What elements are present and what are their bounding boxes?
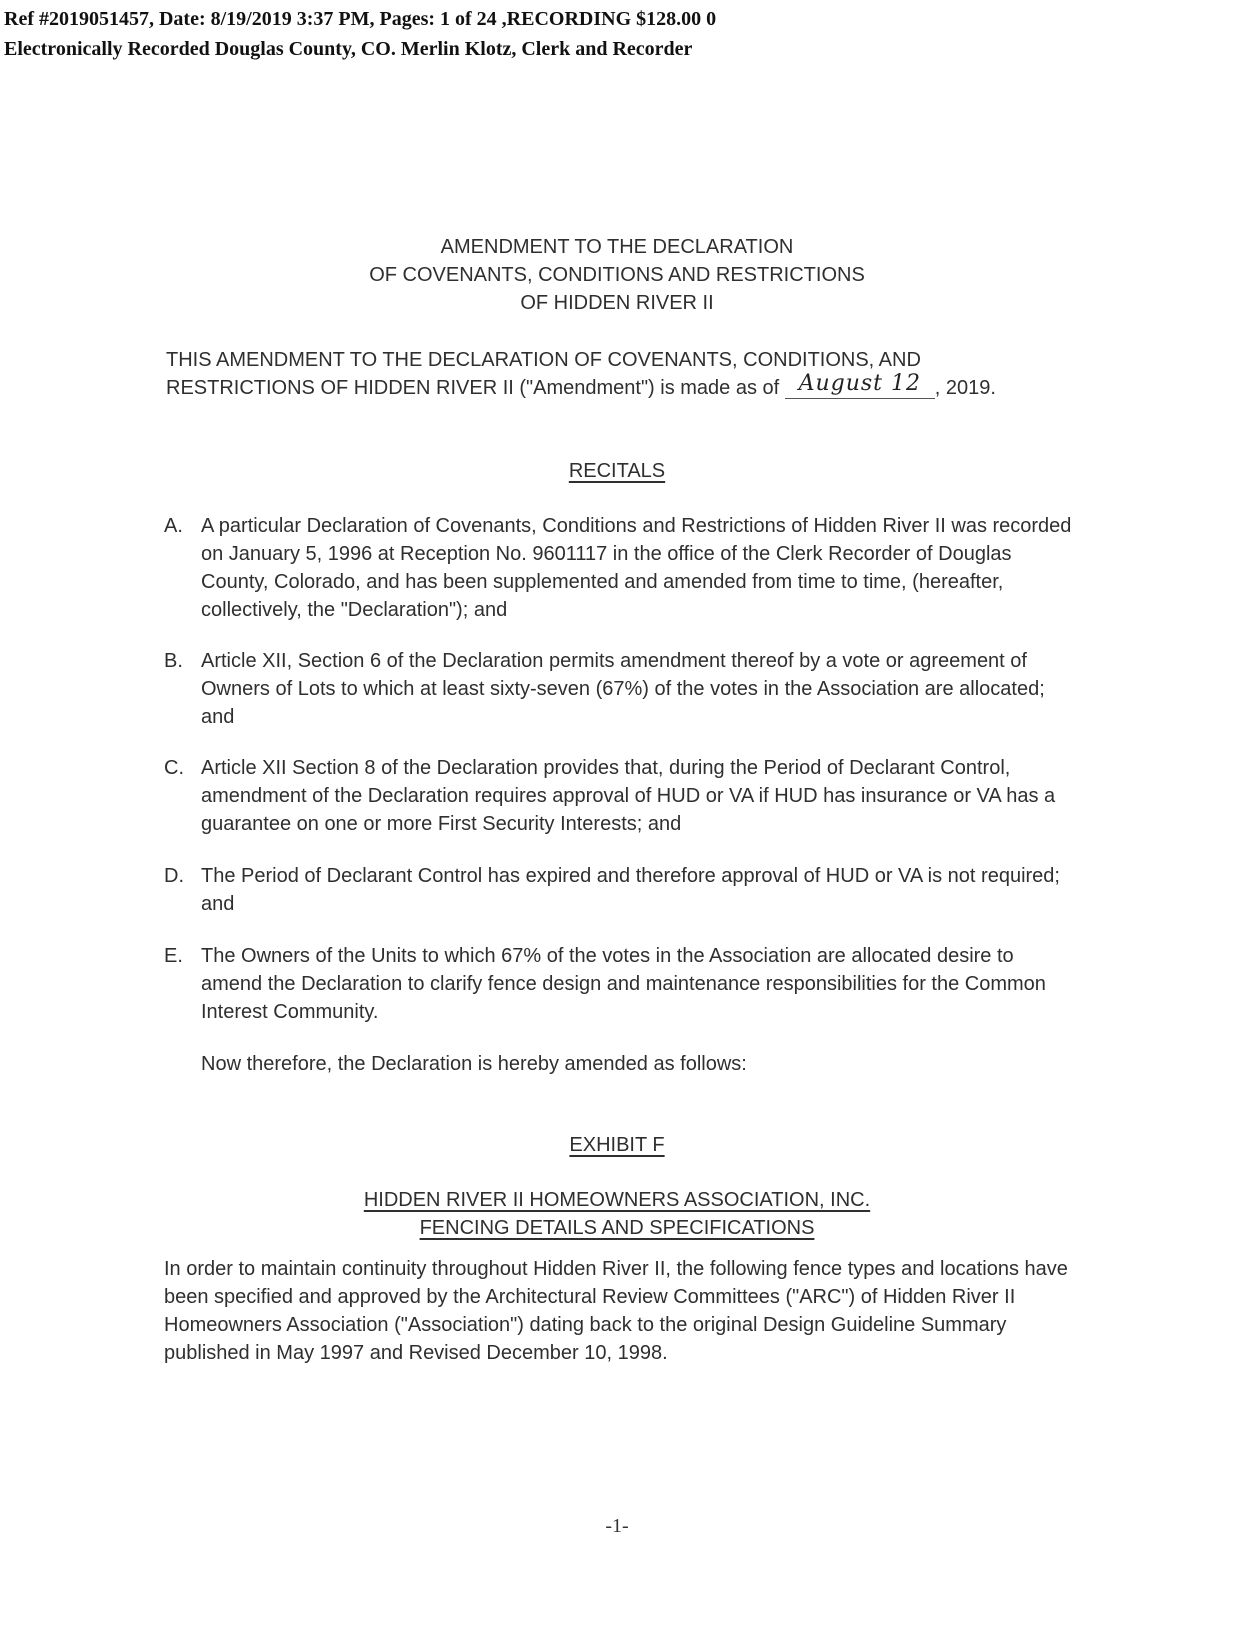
intro-year: 2019. bbox=[945, 377, 996, 399]
intro-text: THIS AMENDMENT TO THE DECLARATION OF COVENANTS, CONDITIONS, AND RESTRICTIONS OF HIDDEN RIVER II ("Amendment") is made as of bbox=[166, 349, 921, 399]
recital-item bbox=[164, 512, 1080, 624]
title-line-1: AMENDMENT TO THE DECLARATION bbox=[440, 236, 794, 258]
intro-comma: , bbox=[934, 377, 941, 399]
intro-paragraph bbox=[166, 346, 1026, 402]
date-field bbox=[785, 371, 935, 399]
recital-text: The Period of Declarant Control has expired and therefore approval of HUD or VA is not required; and bbox=[201, 865, 1060, 915]
title-line-3: OF HIDDEN RIVER II bbox=[520, 292, 714, 314]
recital-item bbox=[164, 754, 1080, 838]
title-line-2: OF COVENANTS, CONDITIONS AND RESTRICTIONS bbox=[369, 264, 865, 286]
exhibit-subheading-line-2: FENCING DETAILS AND SPECIFICATIONS bbox=[419, 1217, 815, 1239]
recital-letter: A. bbox=[164, 515, 183, 537]
recital-text: Article XII, Section 6 of the Declaration permits amendment thereof by a vote or agreement of Owners of Lots to which at least sixty-seven (67%) of the votes in the Association are allocated; and bbox=[201, 650, 1045, 728]
recital-letter: D. bbox=[164, 865, 184, 887]
recording-header bbox=[4, 4, 716, 64]
recital-item bbox=[164, 647, 1080, 731]
recording-ref-line: Ref #2019051457, Date: 8/19/2019 3:37 PM, Pages: 1 of 24 ,RECORDING $128.00 0 bbox=[4, 8, 717, 30]
recital-letter: B. bbox=[164, 650, 183, 672]
exhibit-body-text: In order to maintain continuity throughout Hidden River II, the following fence types and locations have been specified and approved by the Architectural Review Committees ("ARC") of Hidden River II Homeowners Association ("Association") dating back to the original Design Guideline Summary published in May 1997 and Revised December 10, 1998. bbox=[164, 1258, 1068, 1364]
exhibit-heading bbox=[0, 1131, 1234, 1159]
recital-text: A particular Declaration of Covenants, Conditions and Restrictions of Hidden River II was recorded on January 5, 1996 at Reception No. 9601117 in the office of the Clerk Recorder of Douglas County, Colorado, and has been supplemented and amended from time to time, (hereafter, collectively, the "Declaration"); and bbox=[201, 515, 1072, 621]
now-therefore-paragraph bbox=[164, 1050, 1080, 1078]
now-therefore-text: Now therefore, the Declaration is hereby amended as follows: bbox=[201, 1053, 747, 1075]
page-number: -1- bbox=[605, 1515, 629, 1537]
exhibit-heading-text: EXHIBIT F bbox=[569, 1134, 665, 1156]
recital-text: The Owners of the Units to which 67% of the votes in the Association are allocated desire to amend the Declaration to clarify fence design and maintenance responsibilities for the Common Interest Community. bbox=[201, 945, 1046, 1023]
exhibit-subheading bbox=[0, 1186, 1234, 1242]
exhibit-subheading-line-1: HIDDEN RIVER II HOMEOWNERS ASSOCIATION, INC. bbox=[363, 1189, 871, 1211]
exhibit-body-paragraph bbox=[164, 1255, 1084, 1367]
recitals-heading-text: RECITALS bbox=[568, 460, 666, 482]
recital-letter: C. bbox=[164, 757, 184, 779]
recording-county-line: Electronically Recorded Douglas County, CO. Merlin Klotz, Clerk and Recorder bbox=[4, 38, 693, 60]
recital-item bbox=[164, 862, 1080, 918]
recital-item bbox=[164, 942, 1080, 1026]
handwritten-date: August 12 bbox=[798, 371, 921, 396]
recital-text: Article XII Section 8 of the Declaration provides that, during the Period of Declarant Control, amendment of the Declaration requires approval of HUD or VA if HUD has insurance or VA has a guarantee on one or more First Security Interests; and bbox=[201, 757, 1056, 835]
recitals-heading bbox=[0, 457, 1234, 485]
recital-letter: E. bbox=[164, 945, 183, 967]
document-title bbox=[0, 233, 1234, 317]
